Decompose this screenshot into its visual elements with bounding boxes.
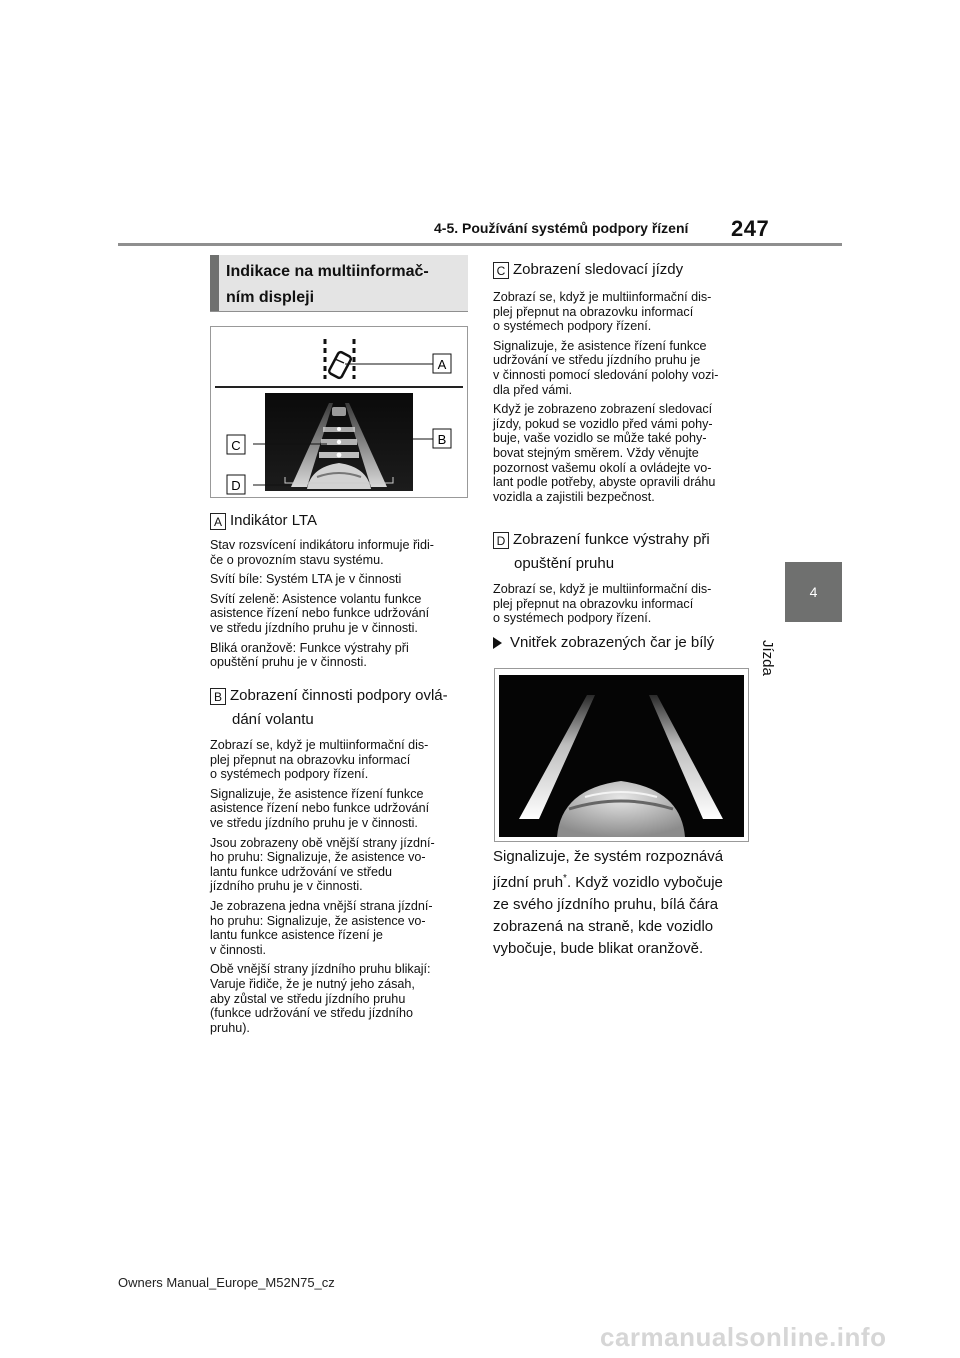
callout-label-b xyxy=(433,429,451,448)
item-a-heading: A Indikátor LTA xyxy=(210,510,317,532)
item-b-text: Zobrazí se, když je multiinformační dis- plej přepnut na obrazovku informací o systémech podpory řízení. Signalizuje, že asistence řízení funkce asistence řízení nebo funkce udržování ve středu jízdního pruhu je v činnosti. Jsou zobrazeny obě vnější strany jízdní- ho pruhu: Signalizuje, že asistence vo- lantu funkce udržování ve středu jízdního pruhu je v činnosti. Je zobrazena jedna vnější strana jízdní- ho pruhu: Signalizuje, že asistence vo- lantu funkce asistence řízení je v činnosti. Obě vnější strany jízdního pruhu blikají: Varuje řidiče, že je nutný jeho zásah, aby zůstal ve středu jízdního pruhu (funkce udržování ve středu jízdního pruhu). xyxy=(210,738,435,1035)
item-d-heading-cont: opuštění pruhu xyxy=(514,555,615,572)
watermark: carmanualsonline.info xyxy=(600,1322,887,1352)
item-a-letter: A xyxy=(210,513,226,530)
lane-lines-illustration xyxy=(495,669,748,841)
item-b-heading-cont: dání volantu xyxy=(232,711,314,728)
callout-label-c xyxy=(227,435,245,454)
callout-label-a xyxy=(433,354,451,373)
item-c-letter: C xyxy=(493,262,509,279)
page-number: 247 xyxy=(731,216,770,241)
section-title-accent xyxy=(210,255,219,311)
section-heading: 4-5. Používání systémů podpory řízení xyxy=(434,220,689,236)
item-a-text: Stav rozsvícení indikátoru informuje řidi- če o provozním stavu systému. Svítí bíle: Systém LTA je v činnosti Svítí zeleně: Asistence volantu funkce asistence řízení nebo funkce udržování ve středu jízdního pruhu je v činnosti. Bliká oranžově: Funkce výstrahy při opuštění pruhu je v činnosti. xyxy=(210,538,434,670)
triangle-bullet-icon xyxy=(493,637,502,649)
header-rule xyxy=(118,243,842,246)
display-illustration xyxy=(211,327,467,497)
item-b-heading: B Zobrazení činnosti podpory ovlá- xyxy=(210,685,448,707)
item-c-text: Zobrazí se, když je multiinformační dis- plej přepnut na obrazovku informací o systémech podpory řízení. Signalizuje, že asistence řízení funkce udržování ve středu jízdního pruhu je v činnosti pomocí sledování polohy vozi- dla před vámi. Když je zobrazeno zobrazení sledovací jízdy, pokud se vozidlo před vámi pohy- buje, vaše vozidlo se může také pohy- bovat stejným směrem. Vždy věnujte pozornost vašemu okolí a ovládejte vo- lant podle potřeby, abyste opravili dráhu vozidla a zajistili bezpečnost. xyxy=(493,290,719,504)
lead-vehicle-icon xyxy=(332,407,346,416)
item-d-heading: D Zobrazení funkce výstrahy při xyxy=(493,529,710,551)
item-c-heading: C Zobrazení sledovací jízdy xyxy=(493,259,683,281)
tracking-markers xyxy=(319,427,359,458)
svg-text:D: D xyxy=(231,478,241,493)
display-figure xyxy=(210,326,468,498)
callout-label-d xyxy=(227,475,245,494)
item-b-letter: B xyxy=(210,688,226,705)
final-paragraph: Signalizuje, že systém rozpoznává jízdní pruh*. Když vozidlo vybočuje ze svého jízdního pruhu, bílá čára zobrazená na straně, kde vozidlo vybočuje, bude blikat oranžově. xyxy=(493,848,724,957)
lane-lines-figure xyxy=(494,668,749,842)
chapter-number: 4 xyxy=(809,584,818,600)
chapter-label: Jízda xyxy=(759,640,776,676)
svg-text:B: B xyxy=(437,432,447,447)
svg-text:C: C xyxy=(231,438,241,453)
item-d-text: Zobrazí se, když je multiinformační dis- plej přepnut na obrazovku informací o systémech podpory řízení. xyxy=(493,582,712,626)
bullet-item: Vnitřek zobrazených čar je bílý xyxy=(493,632,714,654)
item-d-letter: D xyxy=(493,532,509,549)
chapter-tab xyxy=(785,562,842,622)
lta-indicator-icon xyxy=(325,339,354,379)
svg-text:A: A xyxy=(437,357,447,372)
section-title-rule xyxy=(210,311,468,312)
section-title: Indikace na multiinformač- ním displeji xyxy=(226,263,429,306)
footer-text: Owners Manual_Europe_M52N75_cz xyxy=(118,1275,335,1290)
